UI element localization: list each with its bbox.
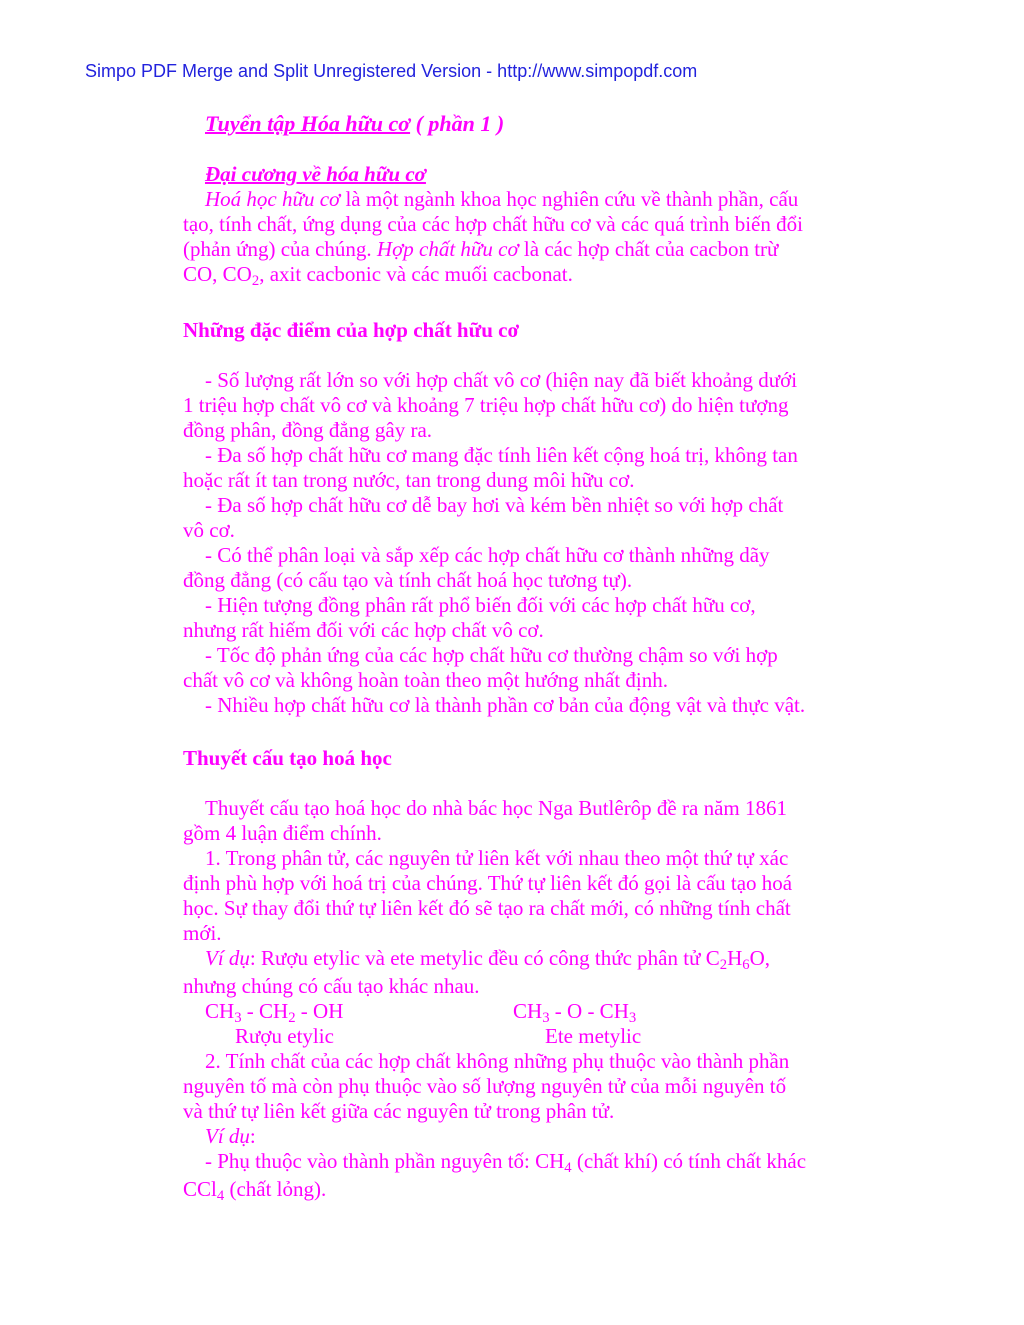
- text-segment: là một ngành khoa học nghiên cứu về thành phần, cấu: [340, 187, 799, 211]
- text-segment: - Tốc độ phản ứng của các hợp chất hữu cơ thường chậm so với hợp: [205, 643, 778, 667]
- subscript: 2: [719, 956, 728, 973]
- formula-labels-col-0: [235, 1024, 334, 1049]
- paragraph: [183, 1049, 873, 1124]
- doc-title: [205, 110, 873, 138]
- text-line: [183, 262, 873, 290]
- text-line: [183, 468, 873, 493]
- text-segment: mới.: [183, 921, 222, 945]
- text-line: [183, 543, 873, 568]
- text-segment: định phù hợp với hoá trị của chúng. Thứ tự liên kết đó gọi là cấu tạo hoá: [183, 871, 793, 895]
- text-line: [183, 1124, 873, 1149]
- text-line: [183, 1049, 873, 1074]
- text-line: [183, 593, 873, 618]
- text-segment: Thuyết cấu tạo hoá học do nhà bác học Nga Butlêrôp đề ra năm 1861: [205, 796, 787, 820]
- text-segment: chất vô cơ và không hoàn toàn theo một hướng nhất định.: [183, 668, 668, 692]
- text-segment: học. Sự thay đổi thứ tự liên kết đó sẽ tạo ra chất mới, có những tính chất: [183, 896, 791, 920]
- subscript: 3: [234, 1009, 242, 1026]
- subscript: 2: [288, 1009, 296, 1026]
- text-segment: - Phụ thuộc vào thành phần nguyên tố: CH: [205, 1149, 565, 1173]
- text-segment: - CH: [241, 999, 289, 1023]
- bullet-paragraph: [183, 593, 873, 643]
- text-segment: Ví dụ: [205, 946, 250, 970]
- text-segment: Ví dụ: [205, 1124, 250, 1148]
- paragraph: [183, 1124, 873, 1149]
- text-segment: 1 triệu hợp chất vô cơ và khoảng 7 triệu hợp chất hữu cơ) do hiện tượng: [183, 393, 789, 417]
- text-segment: 2. Tính chất của các hợp chất không những phụ thuộc vào thành phần: [205, 1049, 790, 1073]
- text-segment: Những đặc điểm của hợp chất hữu cơ: [183, 318, 520, 342]
- text-segment: - Nhiều hợp chất hữu cơ là thành phần cơ bản của động vật và thực vật.: [205, 693, 806, 717]
- text-segment: : Rượu etylic và ete metylic đều có công thức phân tử C: [249, 946, 720, 970]
- paragraph: [183, 796, 873, 846]
- formula-labels: [183, 1024, 873, 1049]
- text-line: [183, 821, 873, 846]
- text-segment: CCl: [183, 1177, 217, 1201]
- text-line: [183, 518, 873, 543]
- text-segment: - Có thể phân loại và sắp xếp các hợp chất hữu cơ thành những dãy: [205, 543, 770, 567]
- subscript: 3: [628, 1009, 637, 1026]
- text-segment: Hoá học hữu cơ: [205, 187, 341, 211]
- subscript: 4: [216, 1187, 225, 1204]
- text-segment: - OH: [295, 999, 344, 1023]
- text-segment: - Số lượng rất lớn so với hợp chất vô cơ (hiện nay đã biết khoảng dưới: [205, 368, 798, 392]
- text-segment: Hợp chất hữu cơ: [376, 237, 519, 261]
- text-line: [183, 493, 873, 518]
- text-line: [183, 368, 873, 393]
- subscript: 4: [564, 1159, 572, 1176]
- bullet-paragraph: [183, 643, 873, 693]
- text-segment: (chất khí) có tính chất khác: [571, 1149, 807, 1173]
- text-segment: tạo, tính chất, ứng dụng của các hợp chất hữu cơ và các quá trình biến đổi: [183, 212, 803, 236]
- bullet-paragraph: [183, 368, 873, 443]
- text-segment: - Hiện tượng đồng phân rất phổ biến đối với các hợp chất hữu cơ,: [205, 593, 756, 617]
- text-line: [183, 418, 873, 443]
- paragraph: [183, 1149, 873, 1205]
- text-segment: Rượu etylic: [235, 1024, 334, 1048]
- text-line: [183, 871, 873, 896]
- text-segment: đồng phân, đồng đẳng gây ra.: [183, 418, 433, 442]
- text-line: [183, 746, 873, 771]
- text-segment: đồng đẳng (có cấu tạo và tính chất hoá học tương tự).: [183, 568, 633, 592]
- text-segment: - Đa số hợp chất hữu cơ mang đặc tính liên kết cộng hoá trị, không tan: [205, 443, 798, 467]
- text-segment: - O - CH: [549, 999, 629, 1023]
- text-segment: nhưng rất hiếm đối với các hợp chất vô cơ.: [183, 618, 544, 642]
- bullet-paragraph: [183, 443, 873, 493]
- text-line: [183, 946, 873, 974]
- text-segment: ( phần 1 ): [410, 111, 505, 136]
- text-line: [183, 846, 873, 871]
- text-segment: 1. Trong phân tử, các nguyên tử liên kết với nhau theo một thứ tự xác: [205, 846, 789, 870]
- text-line: [183, 896, 873, 921]
- sub-heading: [183, 318, 873, 343]
- text-segment: H: [727, 946, 743, 970]
- text-line: [183, 212, 873, 237]
- text-segment: Tuyển tập Hóa hữu cơ: [205, 111, 411, 136]
- text-segment: - Đa số hợp chất hữu cơ dễ bay hơi và kém bền nhiệt so với hợp chất: [205, 493, 784, 517]
- text-segment: Thuyết cấu tạo hoá học: [183, 746, 392, 770]
- text-line: [183, 1099, 873, 1124]
- text-line: [183, 1177, 873, 1205]
- text-line: [183, 568, 873, 593]
- subscript: 2: [251, 272, 260, 289]
- text-line: [205, 110, 873, 138]
- pdf-watermark-header: Simpo PDF Merge and Split Unregistered Version - http://www.simpopdf.com: [85, 61, 698, 81]
- text-segment: nguyên tố mà còn phụ thuộc vào số lượng nguyên tử của mỗi nguyên tố: [183, 1074, 787, 1098]
- subscript: 3: [542, 1009, 550, 1026]
- formula-row: [183, 999, 873, 1024]
- text-segment: :: [249, 1124, 256, 1148]
- text-segment: gồm 4 luận điểm chính.: [183, 821, 382, 845]
- text-segment: vô cơ.: [183, 518, 235, 542]
- text-line: [183, 974, 873, 999]
- formula-row-col-0: [205, 999, 343, 1027]
- section-heading: [205, 162, 873, 187]
- text-segment: Ete metylic: [545, 1024, 642, 1048]
- text-line: [183, 237, 873, 262]
- text-segment: (chất lỏng).: [224, 1177, 327, 1201]
- formula-labels-col-1: [545, 1024, 641, 1049]
- text-line: [183, 668, 873, 693]
- paragraph: [183, 187, 873, 290]
- sub-heading: [183, 746, 873, 771]
- text-line: [183, 1149, 873, 1177]
- document-content: [183, 110, 873, 1205]
- bullet-paragraph: [183, 493, 873, 543]
- text-segment: CH: [205, 999, 235, 1023]
- text-segment: (phản ứng) của chúng.: [183, 237, 377, 261]
- text-line: [183, 643, 873, 668]
- text-segment: O,: [749, 946, 770, 970]
- text-segment: nhưng chúng có cấu tạo khác nhau.: [183, 974, 480, 998]
- text-line: [183, 318, 873, 343]
- text-line: [183, 1074, 873, 1099]
- text-line: [183, 618, 873, 643]
- bullet-paragraph: [183, 693, 873, 718]
- text-segment: CO, CO: [183, 262, 252, 286]
- subscript: 6: [742, 956, 750, 973]
- text-segment: hoặc rất ít tan trong nước, tan trong dung môi hữu cơ.: [183, 468, 635, 492]
- text-line: [205, 162, 873, 187]
- text-line: [183, 393, 873, 418]
- paragraph: [183, 846, 873, 946]
- text-segment: , axit cacbonic và các muối cacbonat.: [259, 262, 573, 286]
- text-line: [183, 796, 873, 821]
- text-segment: Đại cương về hóa hữu cơ: [205, 162, 426, 186]
- paragraph: [183, 946, 873, 999]
- formula-row-col-1: [513, 999, 636, 1027]
- text-line: [183, 693, 873, 718]
- text-line: [183, 443, 873, 468]
- text-segment: và thứ tự liên kết giữa các nguyên tử trong phân tử.: [183, 1099, 615, 1123]
- bullet-paragraph: [183, 543, 873, 593]
- text-line: [183, 187, 873, 212]
- text-segment: là các hợp chất của cacbon trừ: [518, 237, 779, 261]
- text-segment: CH: [513, 999, 543, 1023]
- text-line: [183, 921, 873, 946]
